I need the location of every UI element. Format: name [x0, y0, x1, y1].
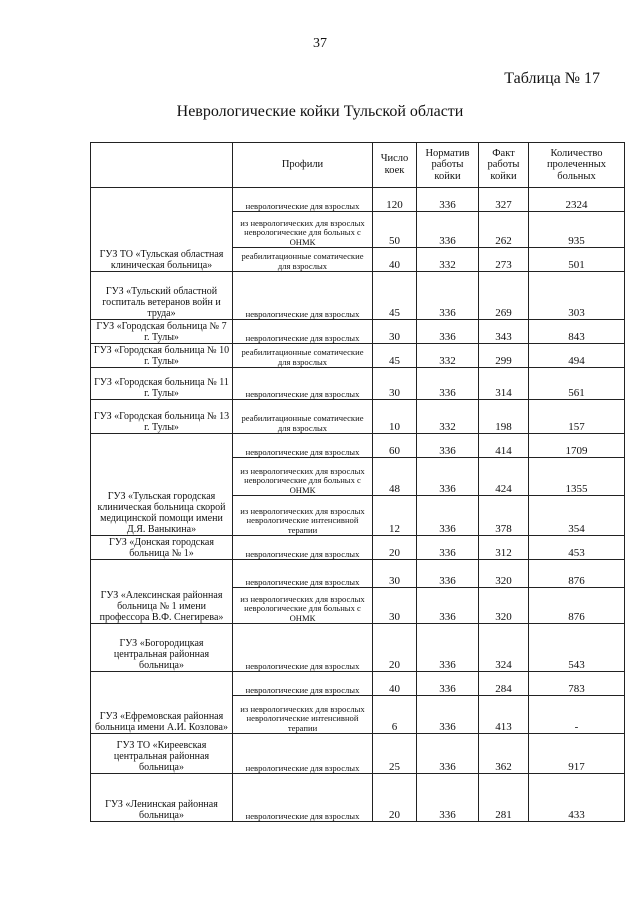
norm-cell: 336 — [417, 734, 479, 774]
norm-cell: 332 — [417, 344, 479, 368]
header-beds: Число коек — [373, 143, 417, 188]
beds-cell: 48 — [373, 458, 417, 496]
norm-cell: 336 — [417, 272, 479, 320]
organization-cell: ГУЗ «Донская городская больница № 1» — [91, 536, 233, 560]
fact-cell: 424 — [479, 458, 529, 496]
norm-cell: 336 — [417, 496, 479, 536]
beds-table — [90, 142, 625, 822]
table-row — [91, 536, 625, 560]
beds-cell: 12 — [373, 496, 417, 536]
header-org — [91, 143, 233, 188]
profile-cell: неврологические для взрослых — [233, 624, 373, 672]
treated-cell: 917 — [529, 734, 625, 774]
treated-cell: - — [529, 696, 625, 734]
profile-cell: из неврологических для взрослых неврологические для больных с ОНМК — [233, 458, 373, 496]
norm-cell: 336 — [417, 536, 479, 560]
fact-cell: 343 — [479, 320, 529, 344]
fact-cell: 414 — [479, 434, 529, 458]
organization-cell: ГУЗ «Городская больница № 11 г. Тулы» — [91, 368, 233, 400]
beds-cell: 20 — [373, 536, 417, 560]
fact-cell: 284 — [479, 672, 529, 696]
table-row — [91, 320, 625, 344]
profile-cell: неврологические для взрослых — [233, 368, 373, 400]
treated-cell: 935 — [529, 212, 625, 248]
fact-cell: 327 — [479, 188, 529, 212]
organization-cell: ГУЗ «Тульская городская клиническая больница скорой медицинской помощи имени Д.Я. Ваныкина» — [91, 434, 233, 536]
treated-cell: 433 — [529, 774, 625, 822]
beds-cell: 40 — [373, 248, 417, 272]
treated-cell: 494 — [529, 344, 625, 368]
fact-cell: 362 — [479, 734, 529, 774]
header-profile: Профили — [233, 143, 373, 188]
table-row — [91, 344, 625, 368]
treated-cell: 561 — [529, 368, 625, 400]
fact-cell: 262 — [479, 212, 529, 248]
profile-cell: из неврологических для взрослых неврологические для больных с ОНМК — [233, 588, 373, 624]
table-row — [91, 272, 625, 320]
norm-cell: 332 — [417, 248, 479, 272]
norm-cell: 336 — [417, 320, 479, 344]
profile-cell: неврологические для взрослых — [233, 672, 373, 696]
fact-cell: 314 — [479, 368, 529, 400]
profile-cell: неврологические для взрослых — [233, 560, 373, 588]
norm-cell: 336 — [417, 212, 479, 248]
fact-cell: 269 — [479, 272, 529, 320]
beds-cell: 30 — [373, 560, 417, 588]
beds-cell: 50 — [373, 212, 417, 248]
beds-cell: 40 — [373, 672, 417, 696]
profile-cell: неврологические для взрослых — [233, 272, 373, 320]
beds-cell: 30 — [373, 320, 417, 344]
header-norm: Норматив работы койки — [417, 143, 479, 188]
beds-cell: 10 — [373, 400, 417, 434]
norm-cell: 336 — [417, 696, 479, 734]
profile-cell: реабилитационные соматические для взрослых — [233, 248, 373, 272]
profile-cell: реабилитационные соматические для взрослых — [233, 344, 373, 368]
organization-cell: ГУЗ ТО «Тульская областная клиническая больница» — [91, 188, 233, 272]
profile-cell: неврологические для взрослых — [233, 774, 373, 822]
page-number: 37 — [313, 36, 327, 51]
fact-cell: 273 — [479, 248, 529, 272]
table-label: Таблица № 17 — [504, 70, 600, 87]
beds-cell: 20 — [373, 774, 417, 822]
table-row — [91, 560, 625, 588]
beds-cell: 30 — [373, 588, 417, 624]
profile-cell: неврологические для взрослых — [233, 536, 373, 560]
norm-cell: 332 — [417, 400, 479, 434]
fact-cell: 320 — [479, 560, 529, 588]
organization-cell: ГУЗ «Богородицкая центральная районная больница» — [91, 624, 233, 672]
profile-cell: из неврологических для взрослых неврологические интенсивной терапии — [233, 696, 373, 734]
header-fact: Факт работы койки — [479, 143, 529, 188]
fact-cell: 312 — [479, 536, 529, 560]
table-body — [91, 188, 625, 822]
treated-cell: 354 — [529, 496, 625, 536]
treated-cell: 843 — [529, 320, 625, 344]
treated-cell: 783 — [529, 672, 625, 696]
beds-cell: 120 — [373, 188, 417, 212]
norm-cell: 336 — [417, 368, 479, 400]
treated-cell: 876 — [529, 560, 625, 588]
table-row — [91, 624, 625, 672]
norm-cell: 336 — [417, 624, 479, 672]
norm-cell: 336 — [417, 774, 479, 822]
treated-cell: 543 — [529, 624, 625, 672]
treated-cell: 453 — [529, 536, 625, 560]
fact-cell: 281 — [479, 774, 529, 822]
header-treated: Количество пролеченных больных — [529, 143, 625, 188]
organization-cell: ГУЗ ТО «Киреевская центральная районная больница» — [91, 734, 233, 774]
table-row — [91, 672, 625, 696]
fact-cell: 299 — [479, 344, 529, 368]
table-row — [91, 774, 625, 822]
norm-cell: 336 — [417, 188, 479, 212]
document-title: Неврологические койки Тульской области — [176, 103, 464, 120]
table-header-row — [91, 143, 625, 188]
organization-cell: ГУЗ «Городская больница № 7 г. Тулы» — [91, 320, 233, 344]
organization-cell: ГУЗ «Ленинская районная больница» — [91, 774, 233, 822]
profile-cell: неврологические для взрослых — [233, 434, 373, 458]
treated-cell: 157 — [529, 400, 625, 434]
norm-cell: 336 — [417, 458, 479, 496]
fact-cell: 324 — [479, 624, 529, 672]
treated-cell: 1355 — [529, 458, 625, 496]
fact-cell: 378 — [479, 496, 529, 536]
table-row — [91, 434, 625, 458]
table-row — [91, 188, 625, 212]
table-row — [91, 400, 625, 434]
beds-cell: 45 — [373, 272, 417, 320]
organization-cell: ГУЗ «Городская больница № 13 г. Тулы» — [91, 400, 233, 434]
profile-cell: неврологические для взрослых — [233, 188, 373, 212]
profile-cell: из неврологических для взрослых неврологические для больных с ОНМК — [233, 212, 373, 248]
fact-cell: 413 — [479, 696, 529, 734]
norm-cell: 336 — [417, 560, 479, 588]
treated-cell: 303 — [529, 272, 625, 320]
beds-cell: 45 — [373, 344, 417, 368]
treated-cell: 2324 — [529, 188, 625, 212]
norm-cell: 336 — [417, 588, 479, 624]
fact-cell: 198 — [479, 400, 529, 434]
table-row — [91, 368, 625, 400]
norm-cell: 336 — [417, 672, 479, 696]
beds-cell: 6 — [373, 696, 417, 734]
organization-cell: ГУЗ «Тульский областной госпиталь ветеранов войн и труда» — [91, 272, 233, 320]
norm-cell: 336 — [417, 434, 479, 458]
fact-cell: 320 — [479, 588, 529, 624]
organization-cell: ГУЗ «Городская больница № 10 г. Тулы» — [91, 344, 233, 368]
profile-cell: неврологические для взрослых — [233, 320, 373, 344]
beds-cell: 30 — [373, 368, 417, 400]
table-row — [91, 734, 625, 774]
profile-cell: неврологические для взрослых — [233, 734, 373, 774]
profile-cell: из неврологических для взрослых неврологические интенсивной терапии — [233, 496, 373, 536]
beds-cell: 60 — [373, 434, 417, 458]
organization-cell: ГУЗ «Ефремовская районная больница имени А.И. Козлова» — [91, 672, 233, 734]
profile-cell: реабилитационные соматические для взрослых — [233, 400, 373, 434]
beds-cell: 20 — [373, 624, 417, 672]
beds-cell: 25 — [373, 734, 417, 774]
organization-cell: ГУЗ «Алексинская районная больница № 1 имени профессора В.Ф. Снегирева» — [91, 560, 233, 624]
treated-cell: 501 — [529, 248, 625, 272]
treated-cell: 876 — [529, 588, 625, 624]
treated-cell: 1709 — [529, 434, 625, 458]
